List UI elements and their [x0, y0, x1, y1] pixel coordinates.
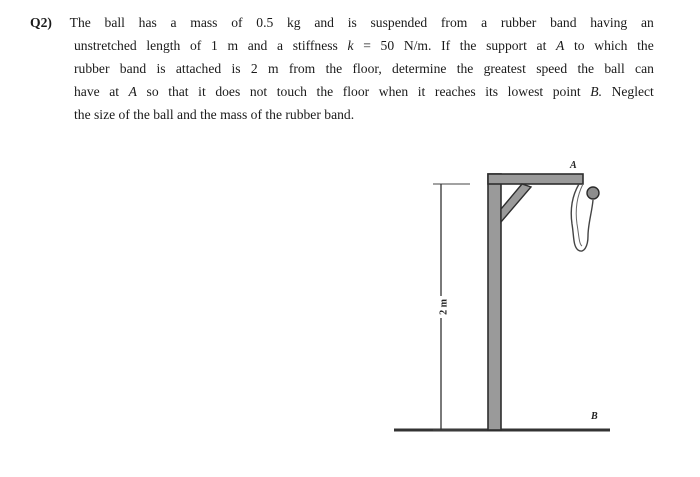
problem-word: If: [441, 38, 451, 53]
problem-word: ball: [104, 15, 125, 30]
problem-word: the size of the ball and the mass of the rubber band.: [74, 107, 355, 122]
dimension-marker: [433, 184, 470, 430]
problem-word: =: [363, 38, 371, 53]
problem-word: from: [288, 61, 316, 76]
problem-word: that: [168, 84, 189, 99]
problem-word: floor,: [352, 61, 382, 76]
problem-word: A: [556, 38, 565, 53]
point-b-label: B: [591, 411, 598, 422]
problem-word: B.: [590, 84, 602, 99]
problem-word: from: [440, 15, 468, 30]
problem-word: and: [247, 38, 268, 53]
problem-word: attached: [175, 61, 222, 76]
problem-word: of: [231, 15, 243, 30]
problem-word: a: [481, 15, 488, 30]
problem-word: rubber: [74, 61, 110, 76]
support-post: [488, 174, 501, 430]
problem-word: is: [347, 15, 357, 30]
problem-word: an: [640, 15, 654, 30]
problem-word: the: [459, 38, 477, 53]
problem-word: lowest: [507, 84, 544, 99]
problem-word: touch: [276, 84, 307, 99]
problem-word: kg: [287, 15, 301, 30]
problem-word: m: [267, 61, 279, 76]
problem-word: to: [574, 38, 585, 53]
problem-word: have: [74, 84, 100, 99]
problem-word: the: [325, 61, 343, 76]
problem-word: of: [190, 38, 202, 53]
ball: [587, 187, 599, 199]
problem-word: m: [227, 38, 239, 53]
problem-word: so: [146, 84, 159, 99]
problem-word: does: [215, 84, 241, 99]
problem-word: band: [550, 15, 577, 30]
problem-word: support: [486, 38, 527, 53]
support-arm: [488, 174, 583, 184]
problem-word: ball: [604, 61, 625, 76]
problem-word: Neglect: [611, 84, 654, 99]
problem-word: The: [69, 15, 91, 30]
problem-word: N/m.: [403, 38, 432, 53]
problem-word: k: [347, 38, 354, 53]
problem-word: 50: [380, 38, 395, 53]
problem-word: the: [456, 61, 474, 76]
problem-word: is: [231, 61, 241, 76]
problem-word: can: [635, 61, 654, 76]
problem-word: not: [249, 84, 268, 99]
problem-word: it: [198, 84, 206, 99]
problem-word: length: [146, 38, 181, 53]
problem-word: is: [156, 61, 166, 76]
problem-word: mass: [190, 15, 218, 30]
question-number: Q2): [30, 15, 52, 30]
problem-word: its: [485, 84, 499, 99]
problem-word: has: [138, 15, 157, 30]
point-a-label: A: [570, 160, 577, 171]
problem-word: at: [536, 38, 547, 53]
problem-word: the: [316, 84, 334, 99]
problem-word: reaches: [434, 84, 476, 99]
problem-word: a: [277, 38, 284, 53]
problem-word: rubber: [500, 15, 537, 30]
problem-word: a: [170, 15, 177, 30]
problem-word: the: [577, 61, 595, 76]
problem-word: when: [378, 84, 409, 99]
dimension-label: 2 m: [438, 299, 450, 315]
problem-word: the: [637, 38, 654, 53]
problem-word: it: [417, 84, 426, 99]
problem-word: floor: [342, 84, 370, 99]
problem-word: stiffness: [292, 38, 338, 53]
problem-word: 0.5: [256, 15, 274, 30]
problem-word: 2: [250, 61, 258, 76]
problem-word: having: [590, 15, 628, 30]
problem-word: speed: [536, 61, 568, 76]
support-brace: [501, 184, 531, 222]
problem-word: point: [552, 84, 581, 99]
problem-word: greatest: [483, 61, 526, 76]
problem-word: determine: [392, 61, 447, 76]
problem-word: suspended: [370, 15, 428, 30]
problem-word: unstretched: [74, 38, 137, 53]
problem-word: and: [314, 15, 334, 30]
problem-word: band: [119, 61, 147, 76]
problem-word: which: [594, 38, 628, 53]
problem-word: at: [109, 84, 120, 99]
problem-word: A: [128, 84, 137, 99]
problem-word: 1: [211, 38, 218, 53]
